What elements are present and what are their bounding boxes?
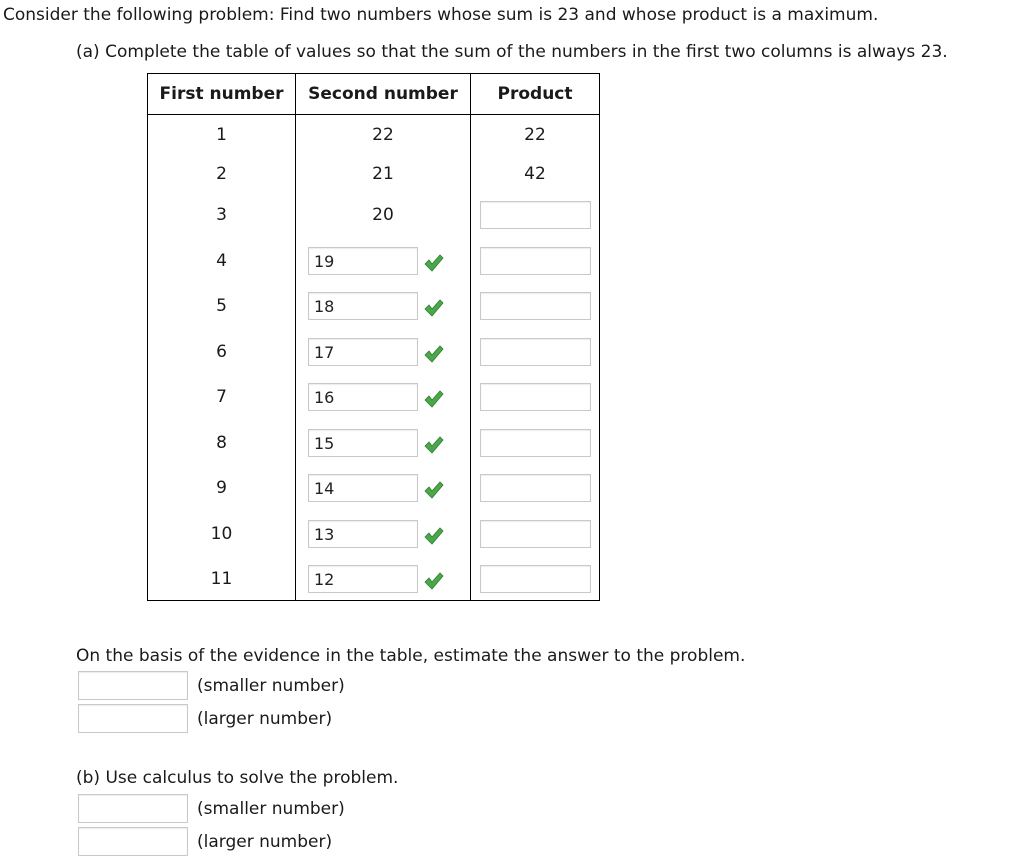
header-product: Product	[497, 84, 573, 104]
estimate-smaller-label: (smaller number)	[197, 676, 345, 696]
second-number-input[interactable]	[308, 338, 418, 366]
part-b-larger-label: (larger number)	[197, 832, 333, 852]
product-input[interactable]	[480, 338, 591, 366]
estimate-larger-label: (larger number)	[197, 709, 333, 729]
product-input[interactable]	[480, 201, 591, 229]
table-cell-second: 22	[372, 125, 394, 145]
second-number-input[interactable]	[308, 474, 418, 502]
header-first-number: First number	[159, 84, 284, 104]
check-icon	[424, 481, 444, 499]
second-number-input[interactable]	[308, 520, 418, 548]
second-number-input[interactable]	[308, 429, 418, 457]
product-input[interactable]	[480, 383, 591, 411]
check-icon	[424, 572, 444, 590]
table-cell-first: 9	[216, 478, 227, 498]
table-cell-first: 4	[216, 251, 227, 271]
table-cell-product: 22	[524, 125, 546, 145]
product-input[interactable]	[480, 292, 591, 320]
part-a-instructions: (a) Complete the table of values so that the sum of the numbers in the first two columns is always 23.	[76, 42, 948, 62]
table-cell-product: 42	[524, 164, 546, 184]
product-input[interactable]	[480, 520, 591, 548]
estimate-larger-input[interactable]	[78, 704, 188, 733]
table-cell-first: 7	[216, 387, 227, 407]
values-table	[147, 73, 600, 601]
table-cell-first: 6	[216, 342, 227, 362]
product-input[interactable]	[480, 429, 591, 457]
product-input[interactable]	[480, 474, 591, 502]
table-cell-first: 11	[210, 569, 233, 589]
product-input[interactable]	[480, 565, 591, 593]
table-cell-first: 5	[216, 296, 227, 316]
second-number-input[interactable]	[308, 292, 418, 320]
table-cell-first: 3	[216, 205, 227, 225]
part-b-smaller-input[interactable]	[78, 794, 188, 823]
estimate-prompt: On the basis of the evidence in the table, estimate the answer to the problem.	[76, 646, 746, 666]
check-icon	[424, 390, 444, 408]
table-cell-first: 10	[210, 524, 233, 544]
part-b-smaller-label: (smaller number)	[197, 799, 345, 819]
problem-intro: Consider the following problem: Find two numbers whose sum is 23 and whose product is a maximum.	[3, 5, 879, 25]
check-icon	[424, 254, 444, 272]
table-cell-second: 20	[372, 205, 394, 225]
second-number-input[interactable]	[308, 247, 418, 275]
product-input[interactable]	[480, 247, 591, 275]
table-cell-first: 8	[216, 433, 227, 453]
header-second-number: Second number	[308, 84, 458, 104]
second-number-input[interactable]	[308, 565, 418, 593]
table-cell-second: 21	[372, 164, 394, 184]
check-icon	[424, 436, 444, 454]
estimate-smaller-input[interactable]	[78, 671, 188, 700]
second-number-input[interactable]	[308, 383, 418, 411]
table-cell-first: 2	[216, 164, 227, 184]
check-icon	[424, 299, 444, 317]
part-b-prompt: (b) Use calculus to solve the problem.	[76, 768, 399, 788]
check-icon	[424, 345, 444, 363]
part-b-larger-input[interactable]	[78, 827, 188, 856]
check-icon	[424, 527, 444, 545]
table-cell-first: 1	[216, 125, 227, 145]
